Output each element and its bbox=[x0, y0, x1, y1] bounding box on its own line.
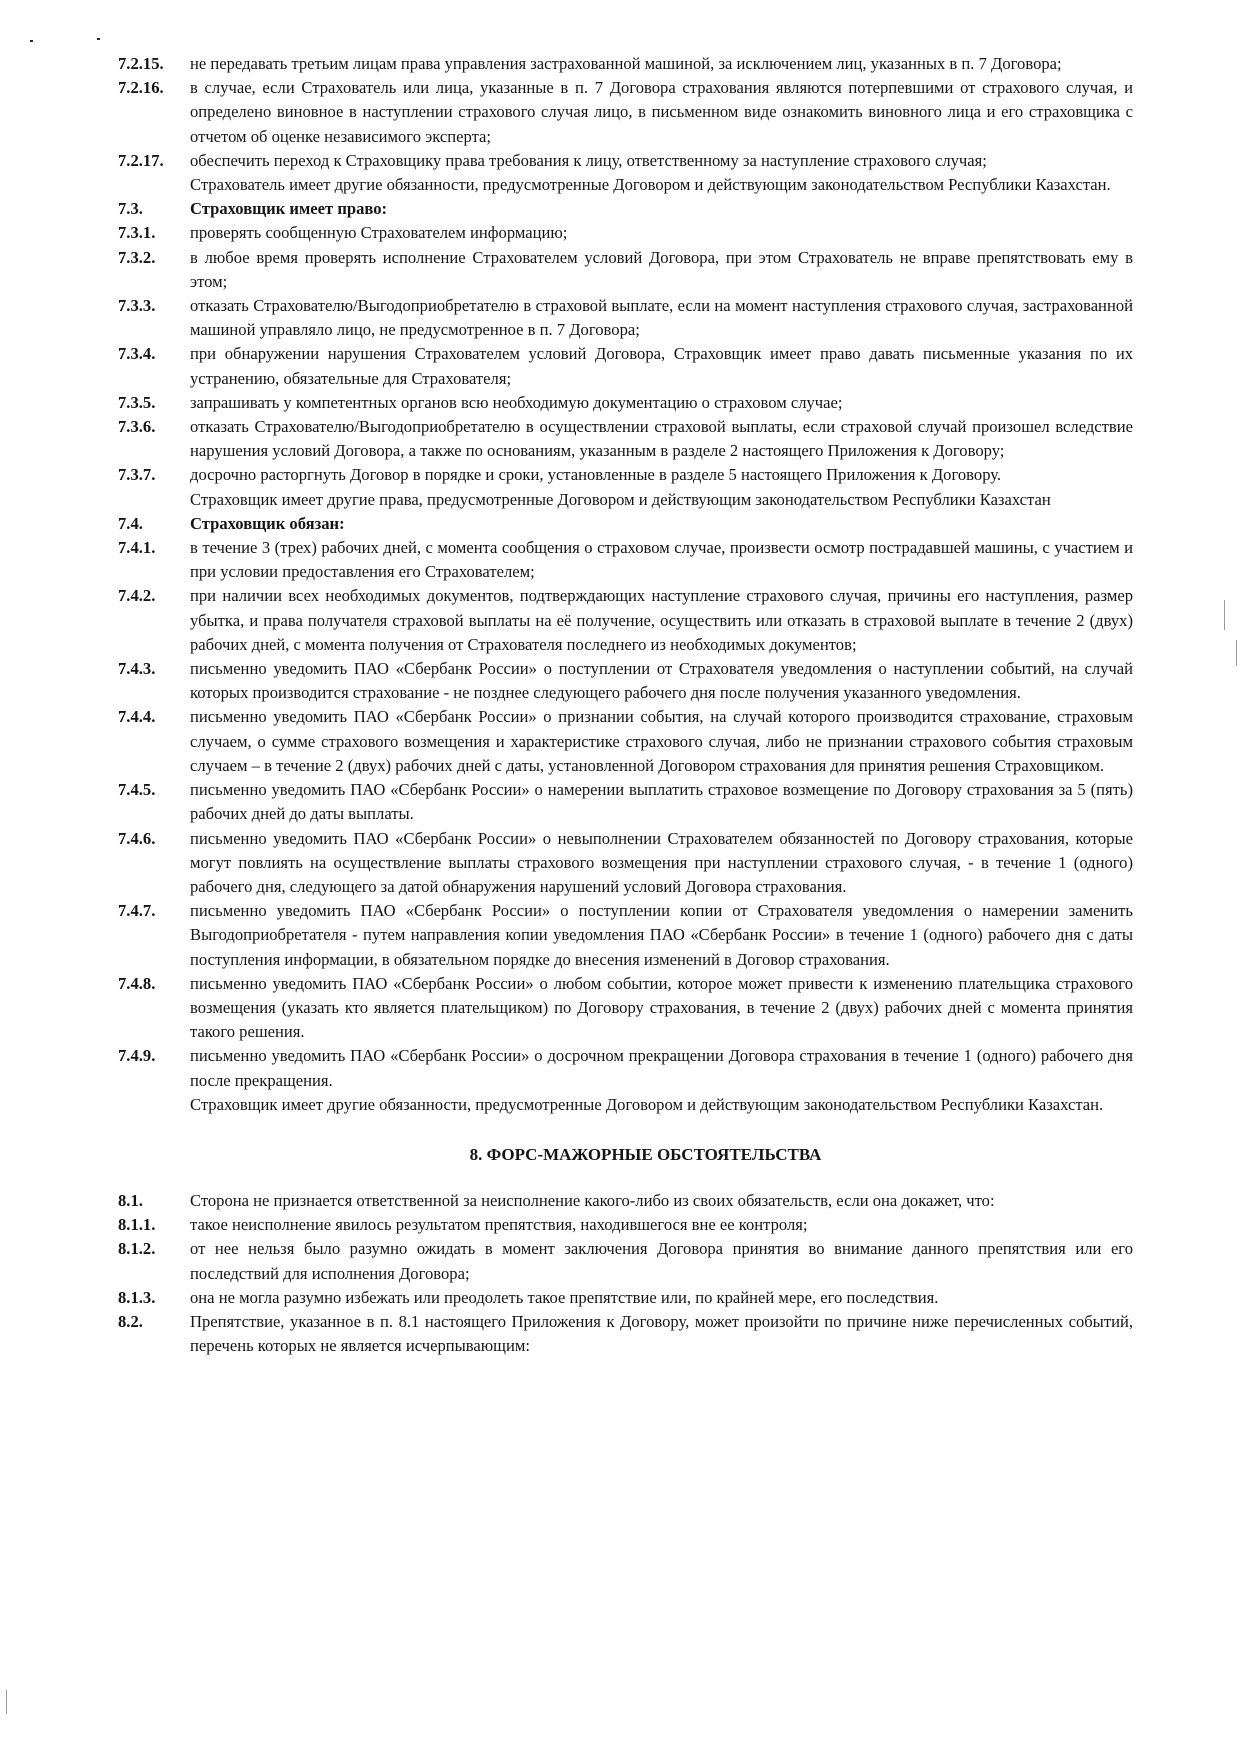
clause-text: отказать Страхователю/Выгодоприобретателю в страховой выплате, если на момент наступления страхового случая, застрахованной машиной управляло лицо, не предусмотренное в п. 7 Договора; bbox=[190, 296, 1133, 340]
clause-7-3-4 bbox=[118, 342, 1133, 390]
clause-7-4-3 bbox=[118, 657, 1133, 705]
clause-7-4-1 bbox=[118, 536, 1133, 584]
paragraph-insurer-rights bbox=[118, 488, 1133, 512]
clause-number: 7.4.7. bbox=[118, 901, 156, 921]
clause-text: письменно уведомить ПАО «Сбербанк России» о досрочном прекращении Договора страхования в течение 1 (одного) рабочего дня после прекращения. bbox=[190, 1046, 1133, 1090]
clause-7-2-16 bbox=[118, 76, 1133, 149]
clause-number: 7.4.4. bbox=[118, 707, 156, 727]
clause-text: письменно уведомить ПАО «Сбербанк России» о любом событии, которое может привести к изменению плательщика страхового возмещения (указать кто является плательщиком) по Договору страхования, в течение 2 (двух) рабочих дней с момента принятия такого решения. bbox=[190, 973, 1133, 1042]
scan-speck bbox=[30, 40, 33, 42]
clause-7-3-1 bbox=[118, 221, 1133, 245]
clause-text: в любое время проверять исполнение Страхователем условий Договора, при этом Страхователь не вправе препятствовать ему в этом; bbox=[190, 247, 1133, 291]
clause-text: в течение 3 (трех) рабочих дней, с момента сообщения о страховом случае, произвести осмотр пострадавшей машины, с участием и при условии предоставления его Страхователем; bbox=[190, 538, 1133, 582]
clause-text: при наличии всех необходимых документов, подтверждающих наступление страхового случая, причины его наступления, размер убытка, и права получателя страховой выплаты на её получение, осуществить или отказать в страховой выплате в течение 2 (двух) рабочих дней, с момента получения от Страхователя последнего из необходимых документов; bbox=[190, 586, 1133, 654]
document-body bbox=[118, 52, 1133, 1358]
clause-text: Сторона не признается ответственной за неисполнение какого-либо из своих обязательств, если она докажет, что: bbox=[190, 1190, 995, 1210]
clause-number: 8.1.2. bbox=[118, 1239, 156, 1259]
clause-7-4-2 bbox=[118, 584, 1133, 657]
subsection-heading: Страховщик обязан: bbox=[190, 513, 345, 533]
clause-number: 8.1.3. bbox=[118, 1287, 156, 1307]
clause-number: 7.3.7. bbox=[118, 465, 156, 485]
clause-7-3-3 bbox=[118, 294, 1133, 342]
clause-7-4-heading bbox=[118, 512, 1133, 536]
clause-text: досрочно расторгнуть Договор в порядке и сроки, установленные в разделе 5 настоящего Приложения к Договору. bbox=[190, 465, 1002, 485]
clause-8-2 bbox=[118, 1310, 1133, 1358]
clause-number: 7.4.5. bbox=[118, 780, 156, 800]
scan-edge-mark bbox=[1224, 600, 1225, 630]
clause-number: 7.4.3. bbox=[118, 659, 156, 679]
subsection-heading: Страховщик имеет право: bbox=[190, 199, 388, 219]
clause-text: Препятствие, указанное в п. 8.1 настоящего Приложения к Договору, может произойти по причине ниже перечисленных событий, перечень которых не является исчерпывающим: bbox=[190, 1311, 1133, 1356]
clause-text: такое неисполнение явилось результатом препятствия, находившегося вне ее контроля; bbox=[190, 1215, 808, 1235]
clause-number: 7.2.17. bbox=[118, 150, 164, 170]
clause-text: в случае, если Страхователь или лица, указанные в п. 7 Договора страхования являются потерпевшими от страхового случая, и определено виновное в наступлении страхового случая лицо, в письменном виде ознакомить виновного лица и его страховщика с отчетом об оценке независимого эксперта; bbox=[190, 78, 1133, 146]
clause-7-2-17 bbox=[118, 149, 1133, 173]
clause-number: 7.2.16. bbox=[118, 78, 164, 98]
clause-number: 7.3. bbox=[118, 199, 143, 219]
scan-edge-mark bbox=[1236, 640, 1237, 666]
clause-7-3-5 bbox=[118, 391, 1133, 415]
clause-text: при обнаружении нарушения Страхователем условий Договора, Страховщик имеет право давать письменные указания по их устранению, обязательные для Страхователя; bbox=[190, 344, 1133, 388]
clause-7-4-6 bbox=[118, 827, 1133, 900]
clause-text: не передавать третьим лицам права управления застрахованной машиной, за исключением лиц, указанных в п. 7 Договора; bbox=[190, 54, 1062, 73]
clause-number: 7.4.8. bbox=[118, 973, 156, 993]
clause-number: 7.4.2. bbox=[118, 586, 156, 606]
clause-7-3-7 bbox=[118, 463, 1133, 487]
clause-7-4-7 bbox=[118, 899, 1133, 972]
clause-7-3-6 bbox=[118, 415, 1133, 463]
clause-number: 7.3.5. bbox=[118, 392, 156, 412]
clause-8-1-1 bbox=[118, 1213, 1133, 1237]
clause-number: 7.2.15. bbox=[118, 54, 164, 73]
clause-number: 7.3.2. bbox=[118, 247, 156, 267]
clause-7-3-2 bbox=[118, 246, 1133, 294]
clause-7-4-9 bbox=[118, 1044, 1133, 1092]
clause-text: отказать Страхователю/Выгодоприобретателю в осуществлении страховой выплаты, если страховой случай произошел вследствие нарушения условий Договора, а также по основаниям, указанным в разделе 2 настоящего Приложения к Договору; bbox=[190, 417, 1133, 461]
paragraph-text: Страховщик имеет другие обязанности, предусмотренные Договором и действующим законодательством Республики Казахстан. bbox=[190, 1094, 1104, 1114]
paragraph-text: Страхователь имеет другие обязанности, предусмотренные Договором и действующим законодательством Республики Казахстан. bbox=[190, 175, 1111, 195]
clause-number: 7.4. bbox=[118, 513, 143, 533]
clause-8-1 bbox=[118, 1189, 1133, 1213]
clause-number: 7.3.3. bbox=[118, 296, 156, 316]
paragraph-insured-duties bbox=[118, 173, 1133, 197]
clause-number: 7.3.6. bbox=[118, 417, 156, 437]
section-8-heading: 8. ФОРС-МАЖОРНЫЕ ОБСТОЯТЕЛЬСТВА bbox=[469, 1144, 822, 1164]
clause-number: 7.4.6. bbox=[118, 828, 156, 848]
clause-number: 8.2. bbox=[118, 1311, 143, 1331]
clause-text: обеспечить переход к Страховщику права требования к лицу, ответственному за наступление страхового случая; bbox=[190, 150, 987, 170]
clause-text: письменно уведомить ПАО «Сбербанк России» о намерении выплатить страховое возмещение по Договору страхования за 5 (пять) рабочих дней до даты выплаты. bbox=[190, 780, 1133, 824]
clause-number: 7.4.9. bbox=[118, 1046, 156, 1066]
clause-number: 8.1.1. bbox=[118, 1215, 156, 1235]
clause-number: 7.4.1. bbox=[118, 538, 156, 558]
clause-7-2-15 bbox=[118, 52, 1133, 76]
clause-7-4-8 bbox=[118, 972, 1133, 1045]
clause-text: письменно уведомить ПАО «Сбербанк России» о невыполнении Страхователем обязанностей по Договору страхования, которые могут повлиять на осуществление выплаты страхового возмещения при наступлении страхового случая, - в течение 1 (одного) рабочего дня, следующего за датой обнаружения нарушений условий Договора страхования. bbox=[190, 828, 1133, 896]
paragraph-text: Страховщик имеет другие права, предусмотренные Договором и действующим законодательством Республики Казахстан bbox=[190, 489, 1051, 509]
clause-7-4-4 bbox=[118, 705, 1133, 778]
clause-number: 7.3.4. bbox=[118, 344, 156, 364]
scan-edge-mark bbox=[6, 1690, 7, 1714]
clause-number: 8.1. bbox=[118, 1190, 143, 1210]
clause-7-4-5 bbox=[118, 778, 1133, 826]
clause-text: письменно уведомить ПАО «Сбербанк России» о поступлении от Страхователя уведомления о наступлении событий, на случай которых производится страхование - не позднее следующего рабочего дня после получения указанного уведомления. bbox=[190, 659, 1133, 703]
clause-7-3-heading bbox=[118, 197, 1133, 221]
clause-8-1-2 bbox=[118, 1237, 1133, 1285]
section-8-list bbox=[118, 1189, 1133, 1358]
clause-text: запрашивать у компетентных органов всю необходимую документацию о страховом случае; bbox=[190, 392, 843, 412]
clause-text: она не могла разумно избежать или преодолеть такое препятствие или, по крайней мере, его последствия. bbox=[190, 1287, 939, 1307]
clause-text: письменно уведомить ПАО «Сбербанк России» о поступлении копии от Страхователя уведомления о намерении заменить Выгодоприобретателя - путем направления копии уведомления ПАО «Сбербанк России» в течение 1 (одного) рабочего дня с даты поступления информации, в обязательном порядке до внесения изменений в Договор страхования. bbox=[190, 901, 1133, 969]
clause-text: письменно уведомить ПАО «Сбербанк России» о признании события, на случай которого производится страхование, страховым случаем, о сумме страхового возмещения и характеристике страхового случая, либо не признании страхового события страховым случаем – в течение 2 (двух) рабочих дней с даты, установленной Договором страхования для принятия решения Страховщиком. bbox=[190, 707, 1133, 775]
clause-8-1-3 bbox=[118, 1286, 1133, 1310]
clause-text: от нее нельзя было разумно ожидать в момент заключения Договора принятия во внимание данного препятствия или его последствий для исполнения Договора; bbox=[190, 1239, 1133, 1283]
paragraph-insurer-duties bbox=[118, 1093, 1133, 1117]
clause-number: 7.3.1. bbox=[118, 223, 156, 243]
scan-speck bbox=[97, 38, 100, 40]
section-7-list bbox=[118, 52, 1133, 1117]
clause-text: проверять сообщенную Страхователем информацию; bbox=[190, 223, 568, 243]
